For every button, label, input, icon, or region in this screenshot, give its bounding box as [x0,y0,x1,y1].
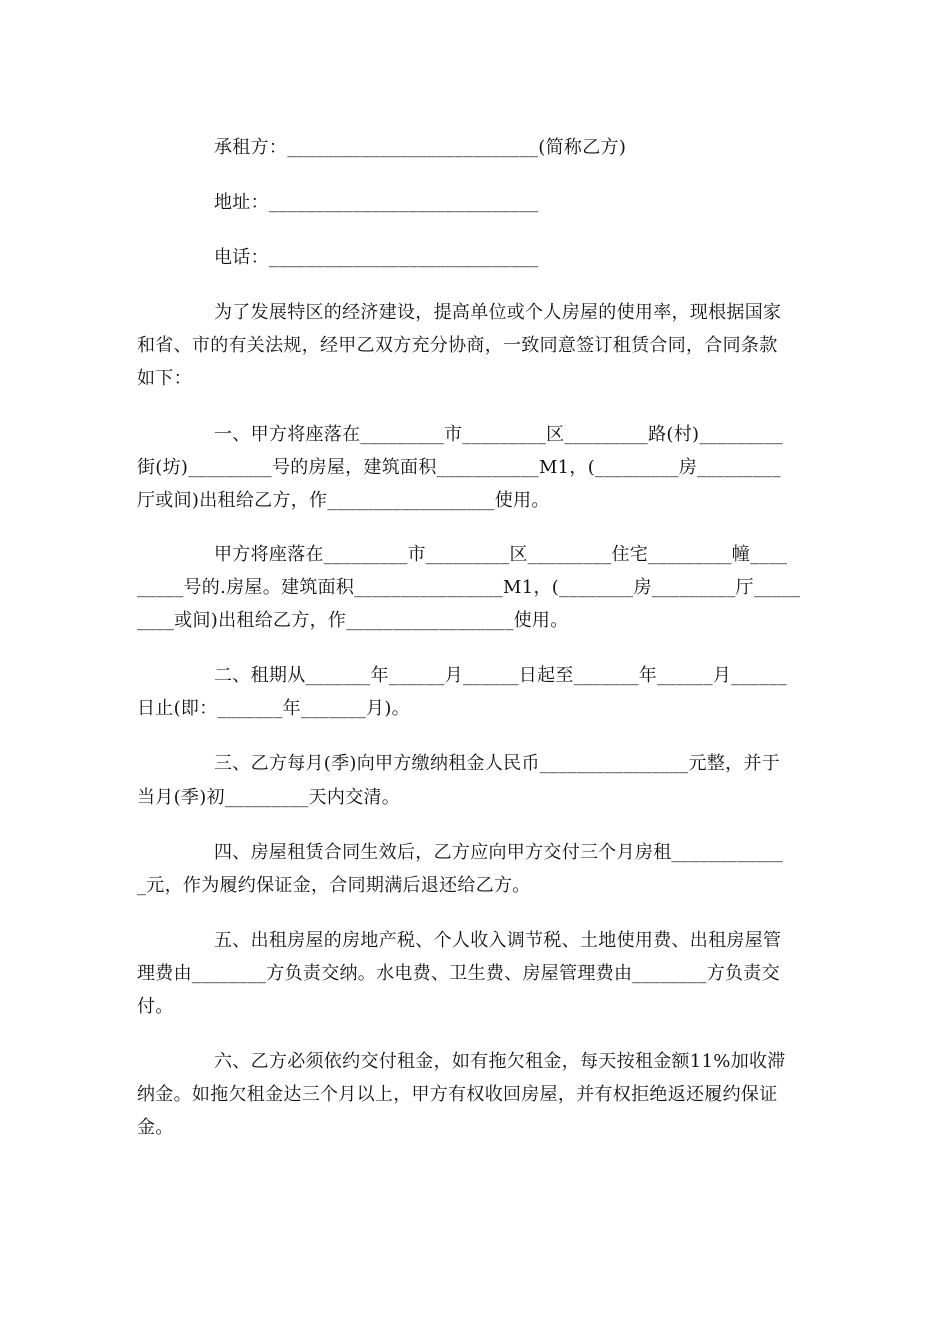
preamble-line-2: 和省、市的有关法规，经甲乙双方充分协商，一致同意签订租赁合同，合同条款 [137,335,778,356]
clause3-line-2: 当月(季)初_________天内交清。 [137,787,401,808]
preamble-line-1: 为了发展特区的经济建设，提高单位或个人房屋的使用率，现根据国家 [214,302,782,323]
clause5-line-2: 理费由________方负责交纳。水电费、卫生费、房屋管理费由________方负责交 [137,963,780,984]
clause6-line-2: 纳金。如拖欠租金达三个月以上，甲方有权收回房屋，并有权拒绝返还履约保证 [137,1084,778,1105]
clause3-line-1: 三、乙方每月(季)向甲方缴纳租金人民币________________元整，并于 [214,753,781,774]
address-line: 地址：_____________________________ [214,192,539,213]
clause1b-line-1: 甲方将座落在_________市_________区_________住宅_________幢____ [214,544,788,565]
clause1a-line-3: 厅或间)出租给乙方，作__________________使用。 [137,490,550,511]
phone-line: 电话：_____________________________ [214,247,539,268]
clause1b-line-3: ____或间)出租给乙方，作__________________使用。 [137,610,569,631]
clause1a-line-2: 街(坊)_________号的房屋，建筑面积___________M1，(_________房_________ [137,457,781,478]
clause2-line-1: 二、租期从_______年______月______日起至_______年______月______ [214,665,787,686]
clause1b-line-2: _____号的.房屋。建筑面积________________M1，(________房_________厅_____ [137,577,801,598]
clause5-line-1: 五、出租房屋的房地产税、个人收入调节税、土地使用费、出租房屋管 [214,930,782,951]
lessee-line: 承租方：___________________________(简称乙方) [214,137,627,158]
clause6-line-1: 六、乙方必须依约交付租金，如有拖欠租金，每天按租金额11%加收滞 [214,1051,786,1072]
preamble-line-3: 如下： [137,368,192,389]
clause6-line-3: 金。 [137,1117,174,1138]
clause4-line-1: 四、房屋租赁合同生效后，乙方应向甲方交付三个月房租____________ [214,842,784,863]
clause1a-line-1: 一、甲方将座落在_________市_________区_________路(村)_________ [214,424,784,445]
clause2-line-2: 日止(即：_______年_______月)。 [137,698,410,719]
clause5-line-3: 付。 [137,996,174,1017]
clause4-line-2: _元，作为履约保证金，合同期满后退还给乙方。 [137,875,531,896]
